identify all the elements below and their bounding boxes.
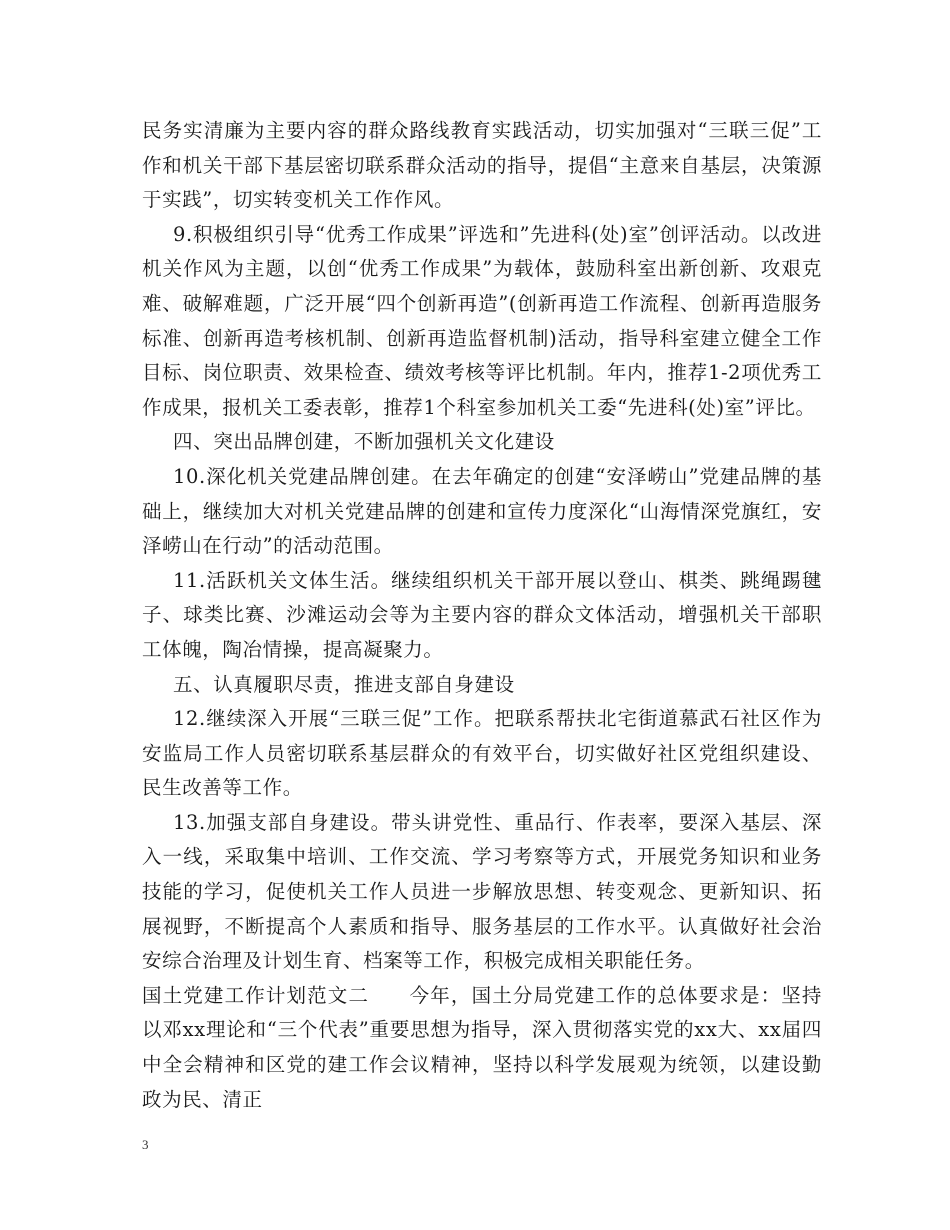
section-two-title: 国土党建工作计划范文二	[142, 983, 370, 1007]
section-two-text: 今年，国土分局党建工作的总体要求是：坚持以邓xx理论和“三个代表”重要思想为指导，深入贯彻落实党的xx大、xx届四中全会精神和区党的建工作会议精神，坚持以科学发展观为统领，以建设勤政为民、清正	[142, 983, 822, 1111]
paragraph-item-10: 10.深化机关党建品牌创建。在去年确定的创建“安泽崂山”党建品牌的基础上，继续加大对机关党建品牌的创建和宣传力度深化“山海情深党旗红，安泽崂山在行动”的活动范围。	[142, 464, 822, 558]
section-two-paragraph	[142, 979, 822, 1117]
paragraph-item-12: 12.继续深入开展“三联三促”工作。把联系帮扶北宅街道慕武石社区作为安监局工作人员密切联系基层群众的有效平台，切实做好社区党组织建设、民生改善等工作。	[142, 707, 822, 800]
paragraph-item-11: 11.活跃机关文体生活。继续组织机关干部开展以登山、棋类、跳绳踢毽子、球类比赛、沙滩运动会等为主要内容的群众文体活动，增强机关干部职工体魄，陶冶情操，提高凝聚力。	[142, 568, 822, 661]
document-body	[142, 114, 822, 1117]
section-heading-4: 四、突出品牌创建，不断加强机关文化建设	[173, 430, 555, 454]
page-number: 3	[142, 1137, 149, 1152]
paragraph-continuation: 民务实清廉为主要内容的群众路线教育实践活动，切实加强对“三联三促”工作和机关干部下基层密切联系群众活动的指导，提倡“主意来自基层，决策源于实践”，切实转变机关工作作风。	[142, 119, 822, 212]
paragraph-item-13: 13.加强支部自身建设。带头讲党性、重品行、作表率，要深入基层、深入一线，采取集中培训、工作交流、学习考察等方式，开展党务知识和业务技能的学习，促使机关工作人员进一步解放思想、转变观念、更新知识、拓展视野，不断提高个人素质和指导、服务基层的工作水平。认真做好社会治安综合治理及计划生育、档案等工作，积极完成相关职能任务。	[142, 810, 822, 973]
paragraph-item-9: 9.积极组织引导“优秀工作成果”评选和”先进科(处)室”创评活动。以改进机关作风为主题，以创“优秀工作成果”为载体，鼓励科室出新创新、攻艰克难、破解难题，广泛开展“四个创新再造”(创新再造工作流程、创新再造服务标准、创新再造考核机制、创新再造监督机制)活动，指导科室建立健全工作目标、岗位职责、效果检查、绩效考核等评比机制。年内，推荐1-2项优秀工作成果，报机关工委表彰，推荐1个科室参加机关工委“先进科(处)室”评比。	[142, 222, 822, 419]
section-heading-5: 五、认真履职尽责，推进支部自身建设	[173, 672, 515, 696]
